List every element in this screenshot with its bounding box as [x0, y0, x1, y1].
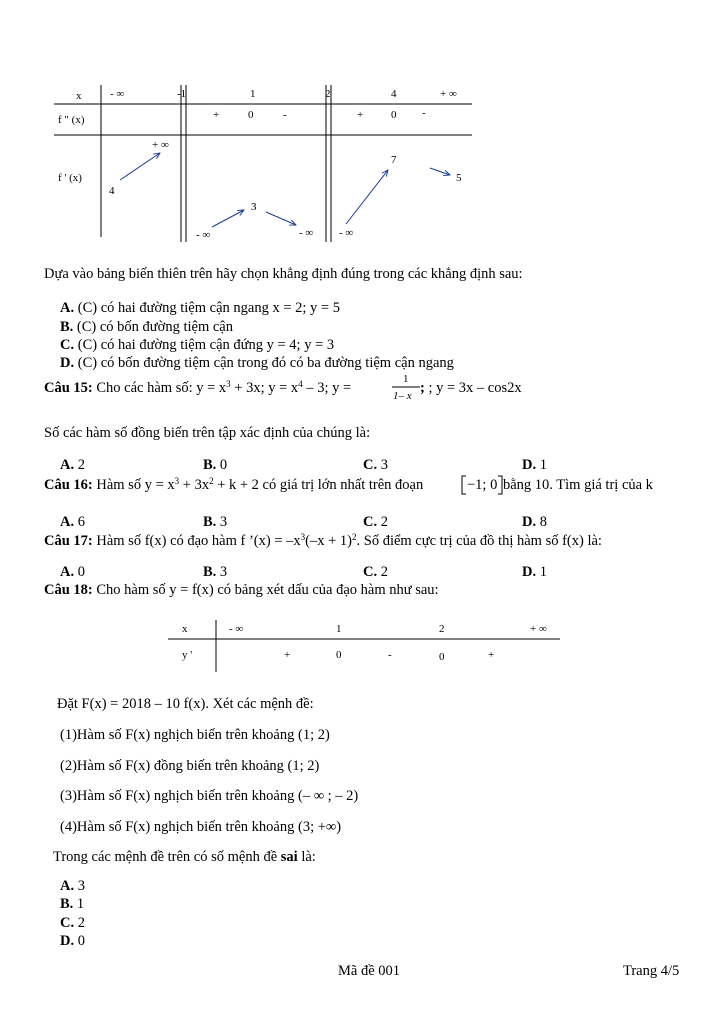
table1-x-value: 2 [325, 88, 331, 100]
arrow-decrease-2 [430, 168, 450, 175]
q17-stem: Câu 17: Hàm số f(x) có đạo hàm f ’(x) = $-x^3(-x + 1)^2$. Số điểm cực trị của đồ thị hàm số f(x) là: [44, 532, 602, 549]
sign-table-2-lines [168, 620, 560, 672]
table1-x-value: 1 [250, 88, 256, 100]
table2-x-value: 1 [336, 623, 342, 635]
q18-definition: Đặt F(x) = 2018 – 10 f(x). Xét các mệnh đề: [57, 696, 314, 712]
arrow-decrease-1 [266, 212, 296, 225]
q16-interval: −1; 0 [467, 477, 498, 493]
q14-option-a[interactable]: A. (C) có hai đường tiệm cận ngang x = 2; y = 5 [60, 300, 340, 316]
q15-stem-end: ; ; y = 3x – cos2x [420, 380, 522, 396]
q15-option-a[interactable]: A. 2 [60, 457, 85, 473]
q15-fraction-denominator: 1– x [393, 390, 412, 402]
q14-prompt: Dựa vào bảng biến thiên trên hãy chọn khẳng định đúng trong các khẳng định sau: [44, 266, 523, 282]
q18-stem: Câu 18: Cho hàm số y = f(x) có bảng xét dấu của đạo hàm như sau: [44, 582, 439, 598]
table2-x-label: x [182, 623, 188, 635]
table2-x-value: - ∞ [229, 623, 244, 635]
q15-option-c[interactable]: C. 3 [363, 457, 388, 473]
q18-option-c[interactable]: C. 2 [60, 915, 85, 931]
q16-option-d[interactable]: D. 8 [522, 514, 547, 530]
q16-stem: Câu 16: Hàm số $y = x^3 + 3x^2 + k + 2$ có giá trị lớn nhất trên đoạn [44, 476, 424, 493]
q15-option-d[interactable]: D. 1 [522, 457, 547, 473]
table1-f1-value: - ∞ [299, 227, 314, 239]
table1-f2-label: f " (x) [58, 114, 85, 126]
q17-option-c[interactable]: C. 2 [363, 564, 388, 580]
q14-option-d[interactable]: D. (C) có bốn đường tiệm cận trong đó có ba đường tiệm cận ngang [60, 355, 454, 371]
table2-sign: 0 [336, 649, 342, 661]
table1-f1-label: f ' (x) [58, 172, 82, 184]
q18-option-b[interactable]: B. 1 [60, 896, 85, 912]
q17-option-d[interactable]: D. 1 [522, 564, 547, 580]
table1-f2-sign: 0 [391, 109, 397, 121]
table2-x-value: + ∞ [530, 623, 547, 635]
table1-x-value: + ∞ [440, 88, 457, 100]
arrow-increase-2 [212, 210, 244, 227]
q17-option-b[interactable]: B. 3 [203, 564, 228, 580]
q17-option-a[interactable]: A. 0 [60, 564, 85, 580]
table1-f2-sign: 0 [248, 109, 254, 121]
table1-x-value: -1 [177, 88, 187, 100]
table1-f1-value: 4 [109, 185, 115, 197]
q16-option-b[interactable]: B. 3 [203, 514, 228, 530]
table1-f1-value: 5 [456, 172, 462, 184]
table2-x-value: 2 [439, 623, 445, 635]
table1-x-value: 4 [391, 88, 397, 100]
table1-f1-value: + ∞ [152, 139, 169, 151]
q18-statement-4: (4)Hàm số F(x) nghịch biến trên khoảng (3; +∞) [60, 819, 342, 835]
table2-sign: + [488, 649, 495, 661]
table2-sign: + [284, 649, 291, 661]
footer-page-number: Trang 4/5 [623, 963, 680, 979]
q18-option-a[interactable]: A. 3 [60, 878, 85, 894]
q15-subprompt: Số các hàm số đồng biến trên tập xác định của chúng là: [44, 425, 371, 441]
table1-f2-sign: - [283, 109, 287, 121]
arrow-increase-3 [346, 170, 388, 224]
table1-x-label: x [76, 90, 82, 102]
table1-f1-value: 3 [251, 201, 257, 213]
table1-f2-sign: - [422, 107, 426, 119]
table1-f1-value: - ∞ [339, 227, 354, 239]
q16-stem-end: bằng 10. Tìm giá trị của k [503, 477, 653, 493]
table1-x-value: - ∞ [110, 88, 125, 100]
q16-option-a[interactable]: A. 6 [60, 514, 85, 530]
q18-statement-2: (2)Hàm số F(x) đồng biến trên khoảng (1; 2) [60, 758, 320, 774]
table1-f2-sign: + [213, 109, 220, 121]
q18-statement-1: (1)Hàm số F(x) nghịch biến trên khoảng (1; 2) [60, 727, 330, 743]
q14-option-b[interactable]: B. (C) có bốn đường tiệm cận [60, 319, 233, 335]
table1-f1-value: - ∞ [196, 229, 211, 241]
footer-exam-code: Mã đề 001 [338, 963, 401, 979]
q15-option-b[interactable]: B. 0 [203, 457, 228, 473]
q16-option-c[interactable]: C. 2 [363, 514, 388, 530]
q18-ask: Trong các mệnh đề trên có số mệnh đề sai là: [53, 849, 316, 865]
q14-option-c[interactable]: C. (C) có hai đường tiệm cận đứng y = 4; y = 3 [60, 337, 335, 353]
q15-stem: Câu 15: Cho các hàm số: $y = x^3 + 3x$; $y = x^4 - 3$; y = [44, 379, 352, 396]
table2-sign: 0 [439, 651, 445, 663]
table2-y-label: y ' [182, 649, 193, 661]
table1-f2-sign: + [357, 109, 364, 121]
table2-sign: - [388, 649, 392, 661]
q18-statement-3: (3)Hàm số F(x) nghịch biến trên khoảng (– ∞ ; – 2) [60, 788, 359, 804]
q18-option-d[interactable]: D. 0 [60, 933, 85, 949]
q15-fraction-numerator: 1 [403, 373, 409, 385]
table1-f1-value: 7 [391, 154, 397, 166]
arrow-increase-1 [120, 153, 160, 180]
